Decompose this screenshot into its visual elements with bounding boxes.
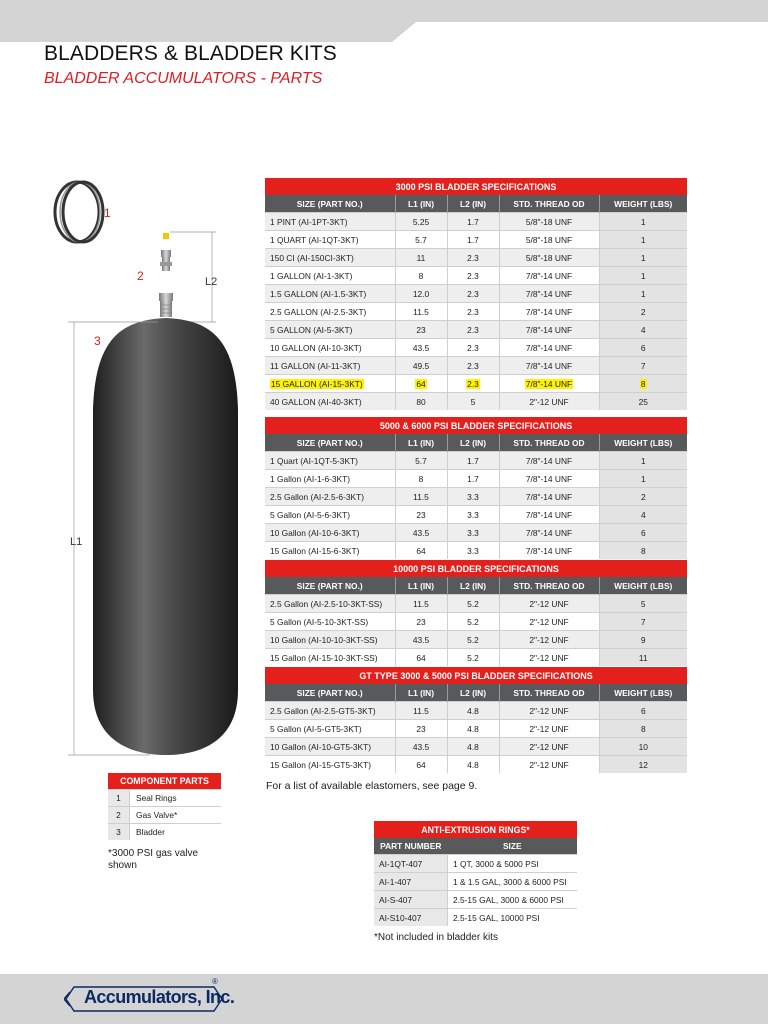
column-header: STD. THREAD OD <box>499 577 599 595</box>
column-header: STD. THREAD OD <box>499 684 599 702</box>
callout-1: 1 <box>104 206 111 220</box>
spec-table-10000psi <box>265 560 687 666</box>
table-row: 5 Gallon (AI-5-10-3KT-SS) 23 5.2 2"-12 UNF 7 <box>265 613 687 631</box>
table-row: 10 GALLON (AI-10-3KT) 43.5 2.3 7/8"-14 UNF 6 <box>265 339 687 357</box>
component-row: 1 Seal Rings <box>108 790 221 807</box>
spec-table-title: GT TYPE 3000 & 5000 PSI BLADDER SPECIFICATIONS <box>265 667 687 684</box>
column-header: STD. THREAD OD <box>499 195 599 213</box>
table-row <box>265 375 687 393</box>
anti-row: AI-1QT-407 1 QT, 3000 & 5000 PSI <box>374 855 577 873</box>
spec-table-gt-type <box>265 667 687 773</box>
highlighted-value: 64 <box>416 378 426 389</box>
table-row: 40 GALLON (AI-40-3KT) 80 5 2"-12 UNF 25 <box>265 393 687 411</box>
spec-table-title: 3000 PSI BLADDER SPECIFICATIONS <box>265 178 687 195</box>
column-header: WEIGHT (LBS) <box>599 195 687 213</box>
table-row: 11 GALLON (AI-11-3KT) 49.5 2.3 7/8"-14 UNF 7 <box>265 357 687 375</box>
column-header: L1 (IN) <box>395 195 447 213</box>
gas-valve-icon <box>159 233 173 317</box>
callout-3: 3 <box>94 334 101 348</box>
page-subtitle: BLADDER ACCUMULATORS - PARTS <box>44 70 323 87</box>
table-row: 15 Gallon (AI-15-6-3KT) 64 3.3 7/8"-14 UNF 8 <box>265 542 687 560</box>
spec-table-3000psi <box>265 178 687 410</box>
column-header: L1 (IN) <box>395 577 447 595</box>
table-row: 10 Gallon (AI-10-6-3KT) 43.5 3.3 7/8"-14 UNF 6 <box>265 524 687 542</box>
table-row: 10 Gallon (AI-10-10-3KT-SS) 43.5 5.2 2"-12 UNF 9 <box>265 631 687 649</box>
table-row: 150 CI (AI-150CI-3KT) 11 2.3 5/8"-18 UNF 1 <box>265 249 687 267</box>
component-parts-table <box>108 773 221 840</box>
anti-extrusion-table: ANTI-EXTRUSION RINGS* PART NUMBER SIZE AI-1QT-407 1 QT, 3000 & 5000 PSI AI-1-407 1 & 1.5 GAL, 3000 & 6000 PSI AI-S-407 2.5-15 GAL, 3000 & 6000 PSI AI-S10-407 2.5-15 GAL, 10000 PSI <box>374 821 577 926</box>
component-row: 3 Bladder <box>108 824 221 841</box>
anti-extrusion-title: ANTI-EXTRUSION RINGS* <box>374 821 577 838</box>
anti-row: AI-1-407 1 & 1.5 GAL, 3000 & 6000 PSI <box>374 873 577 891</box>
spec-table-title: 5000 & 6000 PSI BLADDER SPECIFICATIONS <box>265 417 687 434</box>
kit-note: *Not included in bladder kits <box>374 932 498 943</box>
table-row: 1 QUART (AI-1QT-3KT) 5.7 1.7 5/8"-18 UNF 1 <box>265 231 687 249</box>
table-row: 2.5 Gallon (AI-2.5-GT5-3KT) 11.5 4.8 2"-12 UNF 6 <box>265 702 687 720</box>
column-header: SIZE (PART NO.) <box>265 684 395 702</box>
table-row: 15 Gallon (AI-15-10-3KT-SS) 64 5.2 2"-12 UNF 11 <box>265 649 687 667</box>
callout-2: 2 <box>137 269 144 283</box>
elastomer-note: For a list of available elastomers, see page 9. <box>266 780 478 792</box>
spec-table-title: 10000 PSI BLADDER SPECIFICATIONS <box>265 560 687 577</box>
highlighted-value: 2.3 <box>467 378 479 389</box>
column-header: SIZE (PART NO.) <box>265 195 395 213</box>
table-row: 5 GALLON (AI-5-3KT) 23 2.3 7/8"-14 UNF 4 <box>265 321 687 339</box>
table-row: 5 Gallon (AI-5-GT5-3KT) 23 4.8 2"-12 UNF 8 <box>265 720 687 738</box>
anti-row: AI-S10-407 2.5-15 GAL, 10000 PSI <box>374 909 577 927</box>
registered-mark: ® <box>212 977 218 986</box>
column-header: WEIGHT (LBS) <box>599 684 687 702</box>
column-header: STD. THREAD OD <box>499 434 599 452</box>
table-row: 1.5 GALLON (AI-1.5-3KT) 12.0 2.3 7/8"-14 UNF 1 <box>265 285 687 303</box>
column-header: WEIGHT (LBS) <box>599 434 687 452</box>
component-row: 2 Gas Valve* <box>108 807 221 824</box>
table-row: 1 Gallon (AI-1-6-3KT) 8 1.7 7/8"-14 UNF 1 <box>265 470 687 488</box>
dim-l1-label: L1 <box>70 536 83 548</box>
highlighted-value: 7/8"-14 UNF <box>525 378 573 389</box>
gas-valve-note: *3000 PSI gas valve shown <box>108 848 199 871</box>
page-title: BLADDERS & BLADDER KITS <box>44 42 337 65</box>
table-row: 1 PINT (AI-1PT-3KT) 5.25 1.7 5/8"-18 UNF 1 <box>265 213 687 231</box>
component-parts-title: COMPONENT PARTS <box>108 773 221 790</box>
table-row: 2.5 GALLON (AI-2.5-3KT) 11.5 2.3 7/8"-14 UNF 2 <box>265 303 687 321</box>
bladder-body <box>93 318 238 755</box>
column-header: L1 (IN) <box>395 434 447 452</box>
column-header: WEIGHT (LBS) <box>599 577 687 595</box>
table-row: 1 GALLON (AI-1-3KT) 8 2.3 7/8"-14 UNF 1 <box>265 267 687 285</box>
column-header: L2 (IN) <box>447 195 499 213</box>
column-header: L2 (IN) <box>447 684 499 702</box>
table-row: 15 Gallon (AI-15-GT5-3KT) 64 4.8 2"-12 UNF 12 <box>265 756 687 774</box>
anti-row: AI-S-407 2.5-15 GAL, 3000 & 6000 PSI <box>374 891 577 909</box>
table-row: 10 Gallon (AI-10-GT5-3KT) 43.5 4.8 2"-12 UNF 10 <box>265 738 687 756</box>
column-header: SIZE (PART NO.) <box>265 434 395 452</box>
table-row: 2.5 Gallon (AI-2.5-6-3KT) 11.5 3.3 7/8"-14 UNF 2 <box>265 488 687 506</box>
table-row: 2.5 Gallon (AI-2.5-10-3KT-SS) 11.5 5.2 2"-12 UNF 5 <box>265 595 687 613</box>
spec-table-5000-6000psi <box>265 417 687 559</box>
column-header: L2 (IN) <box>447 434 499 452</box>
highlighted-value: 8 <box>640 378 646 389</box>
column-header: L1 (IN) <box>395 684 447 702</box>
highlighted-value: 15 GALLON (AI-15-3KT) <box>271 378 363 389</box>
table-row: 5 Gallon (AI-5-6-3KT) 23 3.3 7/8"-14 UNF 4 <box>265 506 687 524</box>
table-row: 1 Quart (AI-1QT-5-3KT) 5.7 1.7 7/8"-14 UNF 1 <box>265 452 687 470</box>
seal-rings-icon <box>55 182 103 242</box>
logo-text: Accumulators, Inc. <box>84 987 235 1007</box>
column-header: SIZE (PART NO.) <box>265 577 395 595</box>
dim-l2-label: L2 <box>205 276 218 288</box>
column-header: L2 (IN) <box>447 577 499 595</box>
